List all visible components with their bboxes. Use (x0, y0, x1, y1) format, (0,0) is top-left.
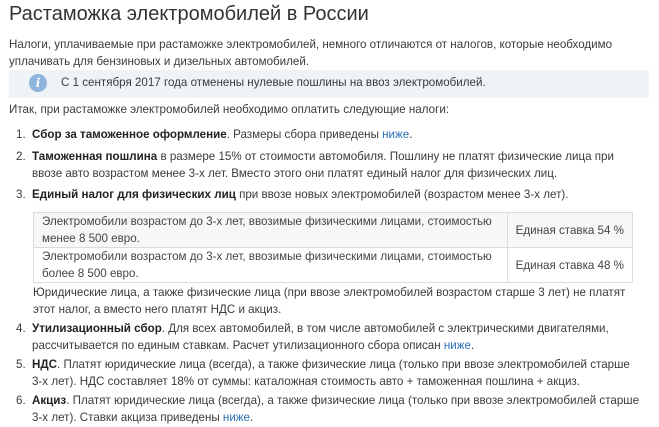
list-number: 1. (16, 128, 26, 141)
list-item (16, 392, 641, 426)
page-title: Растаможка электромобилей в России (9, 3, 369, 25)
item-tail: . (250, 411, 254, 424)
list-item (16, 186, 641, 203)
below-link[interactable]: ниже (443, 339, 471, 352)
list-number: 5. (16, 358, 26, 371)
item-title: Таможенная пошлина (32, 150, 158, 163)
after-table-paragraph: Юридические лица, а также физические лица (при ввозе электромобилей возрастом старше 3 лет) не платят этот налог, а вместо него платят НДС и акциз. (33, 286, 626, 316)
rate-value: Единая ставка 48 % (507, 248, 632, 283)
item-title: Сбор за таможенное оформление (32, 128, 227, 141)
item-tail: . (470, 339, 475, 352)
below-link[interactable]: ниже (222, 411, 251, 424)
list-item (16, 126, 641, 143)
list-number: 4. (16, 322, 26, 335)
rate-description: Электромобили возрастом до 3-х лет, ввозимые физическими лицами, стоимостью менее 8 500 евро. (34, 213, 508, 248)
list-number: 2. (16, 150, 26, 163)
item-text: . Платят юридические лица (всегда), а также физические лица (только при ввозе электромобилей старше 3-х лет). Ставки акциза приведены (32, 394, 640, 424)
list-item (16, 356, 641, 390)
item-text: . Размеры сбора приведены (226, 128, 383, 141)
list-item (16, 320, 641, 354)
table-row (34, 213, 633, 248)
rate-value: Единая ставка 54 % (507, 213, 632, 248)
item-title: НДС (32, 358, 58, 371)
below-link[interactable]: ниже (382, 128, 410, 141)
item-text: . Для всех автомобилей, в том числе автомобилей с электрическими двигателями, рассчитывается по единым ставкам. Расчет утилизационного сбора описан (32, 322, 609, 352)
lead-paragraph: Итак, при растаможке электромобилей необходимо оплатить следующие налоги: (9, 103, 450, 116)
notice-box (9, 70, 649, 98)
rates-table (33, 212, 633, 283)
list-item (16, 148, 641, 182)
item-title: Единый налог для физических лиц (32, 188, 236, 201)
notice-text: С 1 сентября 2017 года отменены нулевые пошлины на ввоз электромобилей. (61, 76, 486, 89)
item-title: Утилизационный сбор (32, 322, 162, 335)
item-text: в размере 15% от стоимости автомобиля. Пошлину не платят физические лица при ввозе авто возрастом менее 3-х лет. Вместо этого они платят единый налог для физических лиц. (32, 150, 614, 180)
item-text: . Платят юридические лица (всегда), а также физические лица (только при ввозе электромобилей старше 3-х лет). НДС составляет 18% от суммы: каталожная стоимость авто + таможенная пошлина + акциз. (32, 358, 630, 388)
rate-description: Электромобили возрастом до 3-х лет, ввозимые физическими лицами, стоимостью более 8 500 евро. (34, 248, 508, 283)
list-number: 3. (16, 188, 26, 201)
item-tail: . (409, 128, 413, 141)
intro-paragraph: Налоги, уплачиваемые при растаможке электромобилей, немного отличаются от налогов, которые необходимо уплачивать для бензиновых и дизельных автомобилей. (9, 38, 613, 68)
list-number: 6. (16, 394, 26, 407)
item-text: при ввозе новых электромобилей (возрастом менее 3-х лет). (235, 188, 569, 201)
table-row (34, 248, 633, 283)
item-title: Акциз (32, 394, 67, 407)
info-icon: i (29, 74, 47, 92)
